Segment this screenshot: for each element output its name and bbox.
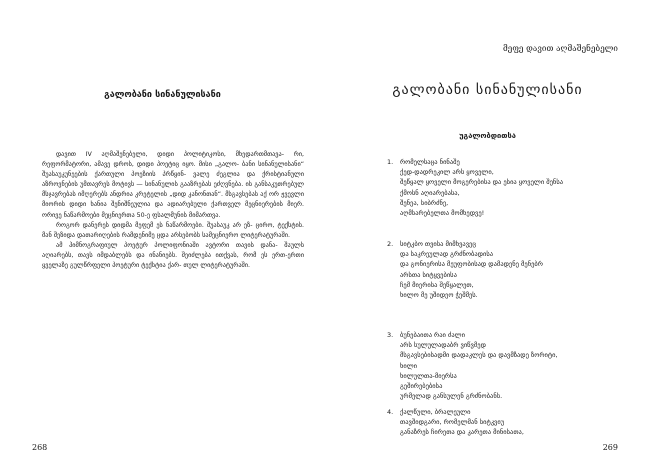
verse-line: გეშირებებისა: [400, 382, 443, 391]
verse-line: და საკრეულად გრძნობადისა: [400, 250, 494, 259]
verse-line: ქმოსნ აღიარებასა,: [400, 188, 460, 197]
stanza: [387, 157, 637, 218]
right-page: [325, 0, 650, 472]
verse-line: შეწყალ ყოველი მოგერებისა და ესია ყოველი შენსა: [400, 178, 564, 187]
verse-line: ხილი: [400, 361, 418, 370]
stanza: [387, 407, 637, 438]
verse-line: აღმსარებელთა მომხედვე!: [400, 209, 485, 218]
running-head: მეფე დავით აღმაშენებელი: [502, 44, 618, 53]
verse-line: შენეა, სიბრძნე,: [400, 198, 449, 207]
stanza-number: 4.: [387, 408, 394, 416]
verse-line: ხილულთა-მიერსა: [400, 371, 457, 380]
stanza-number: 2.: [387, 240, 394, 248]
verse-line: თავშიდგარი, რომელმან სიტკვიუ: [400, 418, 505, 427]
verse-line: ქალწული, ბრალეული: [400, 408, 471, 416]
poem-subtitle: უგალობდითსა: [459, 131, 516, 140]
chapter-title: გალობანი სინანულისანი: [104, 90, 221, 100]
verse-line: სიტკბო თვისა მიმხვავეც: [400, 240, 477, 248]
stanza: [387, 239, 637, 300]
verse-line: არს სულულადაბრ ვიწვმედ: [400, 341, 486, 350]
paragraph: დავით IV აღმაშენებელი, დიდი პოლიტიკოსი, მხედართმთავა- რი, რეფორმატორი, ამავე დროს, დიდი პოეტიც იყო. მისი „გალო- ბანი სინანულისანი“ შუასაუკუნეების ქართული პოეზიის პრწყინ- ვალე ძეგლია და ქრისტიანული აზროვნების უმთავრეს მოტივს — სინანულის გააზრებას ეძღვნება. ის განსაკუთრებულ მსჯავრებას იმღერებს ანდრია კრეტელის „დიდ კანონთან“. მსგავსებას აქ ორ ჟვევლი მიორის დიდი ხანია შენიშნეულია და ადიარებული ქართველ მეცნიერების მიერ. ორივე ნაწარმოები მეცნიერთა 50-ე ფსალმუნის მიმართვა.: [42, 151, 304, 219]
page-number: 268: [32, 443, 48, 452]
verse-line: ჩემ მიერისა შეწყალეთ,: [400, 280, 474, 289]
verse-line: განაზრეს ჩირეთა და კარეთა მინისათა,: [400, 428, 524, 437]
poem-title: გალობანი სინანულისანი: [392, 82, 583, 98]
page-number: 269: [602, 443, 618, 452]
stanza: [387, 330, 637, 401]
verse-line: ბუნებაითა რაი ძალი: [400, 331, 465, 339]
verse-line: ქედ-დადრეკილ არს ყოველი,: [400, 168, 494, 177]
verse-line: ურმელად განსულენ გრძნობანს.: [400, 392, 503, 401]
introduction-text: [42, 150, 304, 271]
verse-line: მსგავსებისადმი დადაკლეს და დავმზადე ზორიტი,: [400, 351, 558, 360]
verse-line: რომელსაცა ნინაშე: [400, 158, 460, 166]
stanza-number: 3.: [387, 331, 394, 339]
paragraph: ამ ჰიმნოგრაფიულ პოეტურ პოლიფონიაში ავტორი თავის დანა- შაულს აღიარებს, თავს იმდაბლებს და ინანიებს. შეიძლება ითქვას, რომ ეს ერთ-ერთი ყველაზე გულწრფელი პოეტური ტექსტია ქარ- თულ ლიტერატურაში.: [42, 241, 304, 270]
verse-line: არსთა სიტყვებისა: [400, 270, 457, 279]
stanza-number: 1.: [387, 158, 394, 166]
paragraph: როგორ დანერეს დიდმა მეფემ ეს ნაწარმოები. შუასაუკ არ ეზ- ცირო, ტექსტის. მან შეზიდა დათარიღების რამდენიმე ცდა არსებობს სამეცნიერო ლიტერატურაში.: [42, 221, 304, 239]
verse-line: ხილო მე უშიდეო ჭეშმეს.: [400, 291, 478, 300]
verse-line: და გონიერისა მეუფობისად დამადენე მენებრ: [400, 260, 543, 269]
